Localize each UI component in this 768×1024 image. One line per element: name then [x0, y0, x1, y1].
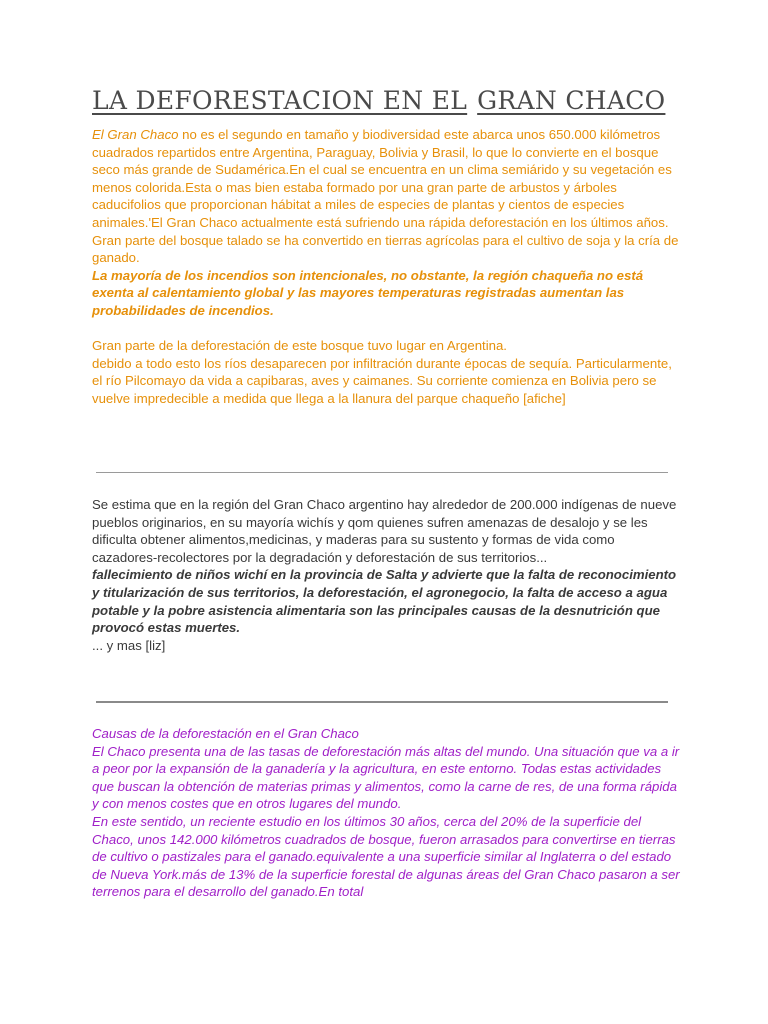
section-gran-chaco-intro [92, 126, 682, 408]
more-note: ... y mas [liz] [92, 637, 166, 653]
divider-1 [96, 472, 668, 473]
divider-2 [96, 701, 668, 703]
page-title [92, 86, 665, 115]
argentina-paragraph: Gran parte de la deforestación de este bosque tuvo lugar en Argentina. [92, 338, 507, 354]
intro-italic: El Gran Chaco [92, 127, 179, 142]
agriculture-paragraph: Gran parte del bosque talado se ha convertido en tierras agrícolas para el cultivo de soja y la cría de ganado. [92, 232, 679, 266]
intro-paragraph [92, 126, 682, 232]
causes-paragraph-1: El Chaco presenta una de las tasas de deforestación más altas del mundo. Una situación que va a ir a peor por la expansión de la ganadería y la agricultura, en este entorno. Todas estas actividades que buscan la obtención de materias primas y alimentos, como la carne de res, de una forma rápida y con menos costes que en otros lugares del mundo. [92, 743, 680, 812]
section-indigenous [92, 496, 682, 654]
causes-heading: Causas de la deforestación en el Gran Chaco [92, 726, 359, 741]
title-part-1: LA DEFORESTACION EN EL [92, 86, 468, 115]
causes-paragraph-2: En este sentido, un reciente estudio en los últimos 30 años, cerca del 20% de la superficie del Chaco, unos 142.000 kilómetros cuadrados de bosque, fueron arrasados para convertirse en tierras de cultivo o pastizales para el ganado.equivalente a una superficie similar al Inglaterra o del estado de Nueva York.más de 13% de la superficie forestal de algunas áreas del Gran Chaco pasaron a ser terrenos para el desarrollo del ganado.En total [92, 813, 680, 900]
title-part-2: GRAN CHACO [477, 86, 666, 115]
section-causes [92, 725, 682, 901]
wichi-deaths-paragraph: fallecimiento de niños wichí en la provincia de Salta y advierte que la falta de reconocimiento y titularización de sus territorios, la deforestación, el agronegocio, la falta de acceso a agua potable y la pobre asistencia alimentaria son las principales causas de la desnutrición que provocó estas muertes. [92, 567, 677, 636]
indigenous-paragraph: Se estima que en la región del Gran Chaco argentino hay alrededor de 200.000 indígenas de nueve pueblos originarios, en su mayoría wichís y qom quienes sufren amenazas de desalojo y se les dificulta obtener alimentos,medicinas, y maderas para su sustento y formas de vida como cazadores-recolectores por la degradación y deforestación de sus territorios... [92, 497, 677, 565]
rivers-paragraph: debido a todo esto los ríos desaparecen por infiltración durante épocas de sequía. Particularmente, el río Pilcomayo da vida a capibaras, aves y caimanes. Su corriente comienza en Bolivia pero se vuelve impredecible a medida que llega a la llanura del parque chaqueño [afiche] [92, 355, 672, 406]
fires-paragraph: La mayoría de los incendios son intencionales, no obstante, la región chaqueña no está exenta al calentamiento global y las mayores temperaturas registradas aumentan las probabilidades de incendios. [92, 267, 644, 318]
intro-text: no es el segundo en tamaño y biodiversidad este abarca unos 650.000 kilómetros cuadrados repartidos entre Argentina, Paraguay, Bolivia y Brasil, lo que lo convierte en el bosque seco más grande de Sudamérica.En el cual se encuentra en un clima semiárido y su vegetación es menos colorida.Esta o mas bien estaba formado por una gran parte de arbustos y árboles caducifolios que proporcionan hábitat a miles de especies de plantas y cientos de especies animales.'El Gran Chaco actualmente está sufriendo una rápida deforestación en los últimos años. [92, 127, 672, 230]
